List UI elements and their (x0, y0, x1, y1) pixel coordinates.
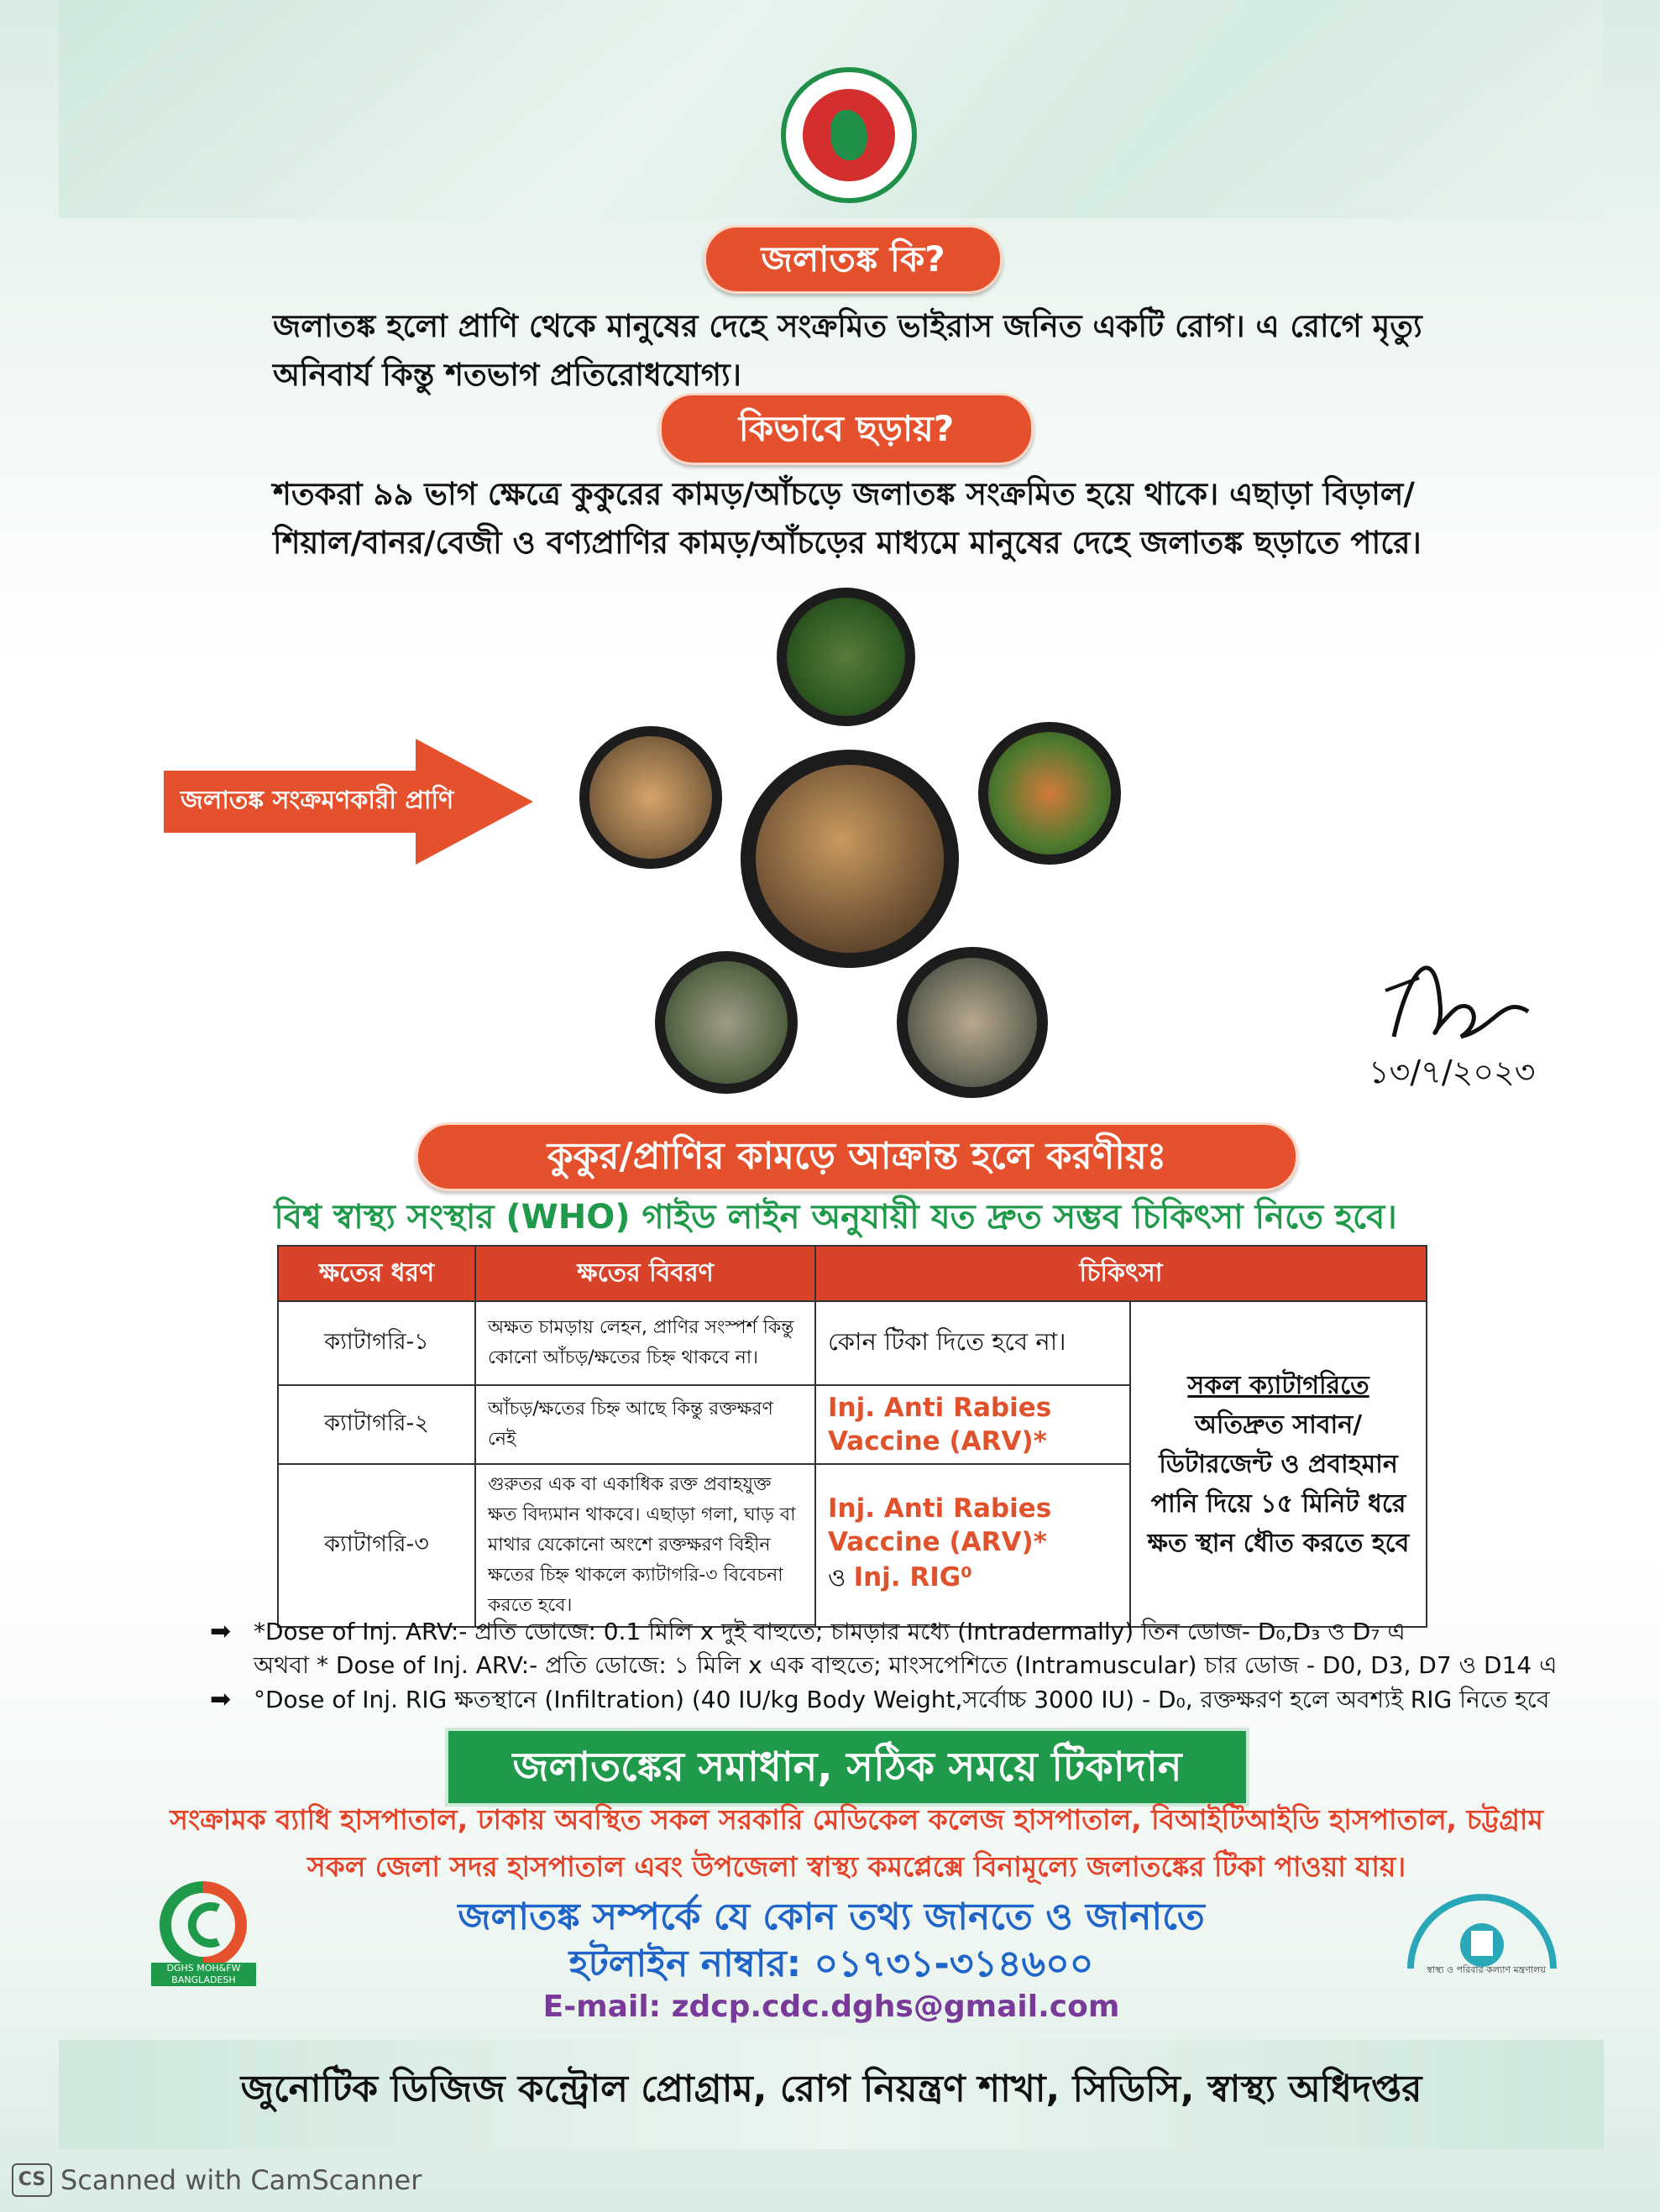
header-wound-description: ক্ষতের বিবরণ (475, 1246, 815, 1301)
arrow-label-carrier-animals: জলাতঙ্ক সংক্রমণকারী প্রাণি (181, 786, 454, 815)
category-3-treatment-arv: Inj. Anti Rabies Vaccine (ARV)* (828, 1493, 1052, 1557)
footnote-arv-intramuscular (210, 1647, 1558, 1686)
hotline-label: হটলাইন নাম্বার: (568, 1943, 802, 1985)
who-guideline-text: বিশ্ব স্বাস্থ্য সংস্থার (WHO) গাইড লাইন অনুযায়ী যত দ্রুত সম্ভব চিকিৎসা নিতে হবে। (274, 1198, 1397, 1237)
section-title-how-it-spreads: কিভাবে ছড়ায়? (659, 393, 1034, 465)
table-row (278, 1301, 1427, 1385)
category-2-cell: ক্যাটাগরি-২ (278, 1385, 475, 1464)
category-3-treatment (815, 1464, 1130, 1627)
solution-banner: জলাতঙ্কের সমাধান, সঠিক সময়ে টিকাদান (445, 1728, 1249, 1807)
contact-info-line: জলাতঙ্ক সম্পর্কে যে কোন তথ্য জানতে ও জানাতে (458, 1896, 1205, 1938)
header-wound-type: ক্ষতের ধরণ (278, 1246, 475, 1301)
category-1-treatment: কোন টিকা দিতে হবে না। (815, 1301, 1130, 1385)
category-3-treatment-and: ও (828, 1562, 846, 1592)
hotline-number: ০১৭৩১-৩১৪৬০০ (814, 1943, 1094, 1985)
header-treatment: চিকিৎসা (815, 1246, 1427, 1301)
all-categories-heading: সকল ক্যাটাগরিতে (1187, 1370, 1369, 1400)
cat-photo-left (579, 726, 722, 869)
vaccine-availability-text: সংক্রামক ব্যাধি হাসপাতাল, ঢাকায় অবস্থিত সকল সরকারি মেডিকেল কলেজ হাসপাতাল, বিআইটিআইডি হাসপাতাল, চট্টগ্রাম সকল জেলা সদর হাসপাতাল এবং উপজেলা স্বাস্থ্য কমপ্লেক্সে বিনামূল্যে জলাতঙ্কের টিকা পাওয়া যায়। (170, 1803, 1543, 1883)
footnote-line-1: *Dose of Inj. ARV:- প্রতি ডোজে: 0.1 মিলি x দুই বাহুতে; চামড়ার মধ্যে (Intradermally) তিন ডোজ- D₀,D₃ ও D₇ এ (254, 1618, 1406, 1645)
dog-bite-photo-center (741, 750, 959, 968)
dog-photo-top (777, 588, 915, 726)
all-categories-note (1130, 1301, 1427, 1627)
spread-text-line-2: শিয়াল/বানর/বেজী ও বণ্যপ্রাণির কামড়/আঁচড়ের মাধ্যমে মানুষের দেহে জলাতঙ্ক ছড়াতে পারে। (273, 525, 1422, 561)
signature-date: ১৩/৭/২০২৩ (1369, 1054, 1536, 1090)
ministry-logo-caption: স্বাস্থ্য ও পরিবার কল্যাণ মন্ত্রণালয় (1427, 1964, 1546, 1975)
contact-email: E-mail: zdcp.cdc.dghs@gmail.com (542, 1990, 1120, 2024)
footnote-line-2: অথবা * Dose of Inj. ARV:- প্রতি ডোজে: ১ মিলি x এক বাহুতে; মাংসপেশিতে (Intramuscular) চার ডোজ - D0, D3, D7 ও D14 এ (254, 1651, 1558, 1679)
section-title-what-is-rabies: জলাতঙ্ক কি? (704, 225, 1003, 294)
footnote-line-3: °Dose of Inj. RIG ক্ষতস্থানে (Infiltration) (40 IU/kg Body Weight,সর্বোচ্চ 3000 IU) - D₀, রক্তক্ষরণ হলে অবশ্যই RIG নিতে হবে (254, 1686, 1550, 1713)
footer-program-name: জুনোটিক ডিজিজ কন্ট্রোল প্রোগ্রাম, রোগ নিয়ন্ত্রণ শাখা, সিডিসি, স্বাস্থ্য অধিদপ্তর (240, 2068, 1422, 2110)
category-2-treatment: Inj. Anti Rabies Vaccine (ARV)* (815, 1385, 1130, 1464)
hotline-line (302, 1936, 1360, 1997)
category-1-description: অক্ষত চামড়ায় লেহন, প্রাণির সংস্পর্শ কিন্তু কোনো আঁচড়/ক্ষতের চিহ্ন থাকবে না। (475, 1301, 815, 1385)
camscanner-text: Scanned with CamScanner (60, 2164, 422, 2196)
category-3-description: গুরুতর এক বা একাধিক রক্ত প্রবাহযুক্ত ক্ষত বিদ্যমান থাকবে। এছাড়া গলা, ঘাড় বা মাথার যেকোনো অংশে রক্তক্ষরণ বিহীন ক্ষতের চিহ্ন থাকলে ক্যাটাগরি-৩ বিবেচনা করতে হবে। (475, 1464, 815, 1627)
treatment-table (277, 1245, 1427, 1628)
footnote-rig (210, 1681, 1550, 1721)
camscanner-badge: CS (12, 2163, 52, 2197)
arrow-bullet-icon: ➡ (210, 1685, 232, 1714)
signature-handwritten (1360, 911, 1579, 1112)
camscanner-watermark (12, 2163, 516, 2197)
all-categories-text: অতিদ্রুত সাবান/ডিটারজেন্ট ও প্রবাহমান পানি দিয়ে ১৫ মিনিট ধরে ক্ষত স্থান ধৌত করতে হবে (1147, 1409, 1410, 1558)
monkey-photo-bottom-right (897, 947, 1048, 1098)
spread-text-line-1: শতকরা ৯৯ ভাগ ক্ষেত্রে কুকুরের কামড়/আঁচড়ে জলাতঙ্ক সংক্রমিত হয়ে থাকে। এছাড়া বিড়াল/ (273, 476, 1415, 512)
government-emblem-icon (781, 67, 917, 203)
fox-photo-right (978, 722, 1121, 865)
section-title-what-to-do: কুকুর/প্রাণির কামড়ে আক্রান্ত হলে করণীয়ঃ (416, 1122, 1298, 1191)
arrow-bullet-icon: ➡ (210, 1617, 232, 1646)
mongoose-photo-bottom-left (655, 951, 798, 1094)
cdc-logo-caption: DGHS MOH&FW BANGLADESH (151, 1963, 256, 1986)
category-2-description: আঁচড়/ক্ষতের চিহ্ন আছে কিন্তু রক্তক্ষরণ নেই (475, 1385, 815, 1464)
category-1-cell: ক্যাটাগরি-১ (278, 1301, 475, 1385)
rabies-definition-text: জলাতঙ্ক হলো প্রাণি থেকে মানুষের দেহে সংক্রমিত ভাইরাস জনিত একটি রোগ। এ রোগে মৃত্যু অনিবার্য কিন্তু শতভাগ প্রতিরোধযোগ্য। (273, 308, 1422, 393)
category-3-cell: ক্যাটাগরি-৩ (278, 1464, 475, 1627)
category-3-treatment-rig: Inj. RIG⁰ (853, 1561, 972, 1592)
table-header-row (278, 1246, 1427, 1301)
